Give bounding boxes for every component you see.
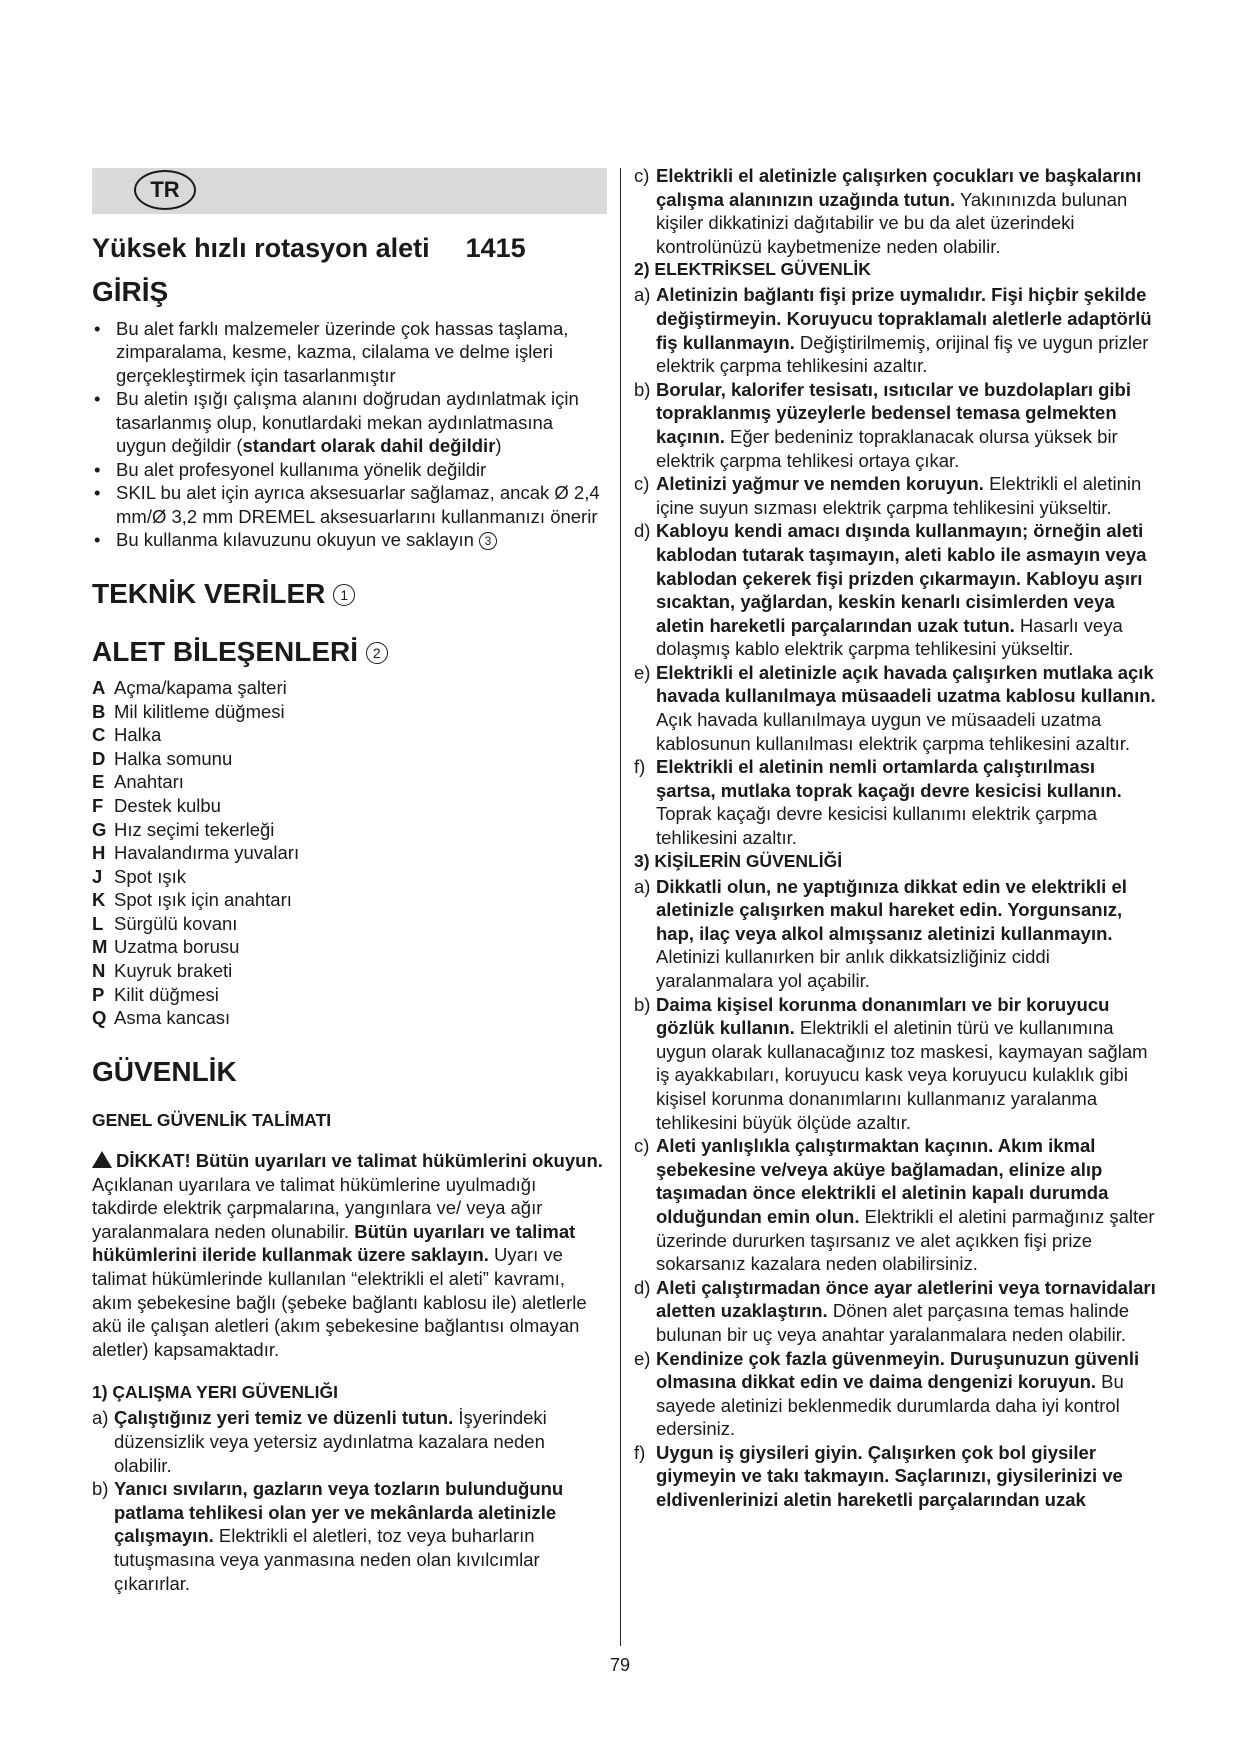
list-item: G Hız seçimi tekerleği bbox=[92, 818, 275, 840]
product-title bbox=[92, 232, 607, 264]
list-item: b) Daima kişisel korunma donanımları ve bir koruyucu gözlük kullanın. Elektrikli el aletinin türü ve kullanımına uygun olarak kullanacağınız toz maskesi, kaymayan sağlam iş ayakkabıları, koruyucu kask veya koruyucu kulaklık gibi kişisel korunma donanımlarını kullanmanız yaralanma tehlikesini büyük ölçüde azaltır. bbox=[634, 993, 1148, 1133]
right-column bbox=[634, 164, 1159, 1512]
product-model: 1415 bbox=[465, 233, 526, 263]
list-item: M Uzatma borusu bbox=[92, 936, 240, 958]
language-bar bbox=[92, 168, 607, 214]
list-item: • SKIL bu alet için ayrıca aksesuarlar sağlamaz, ancak Ø 2,4 mm/Ø 3,2 mm DREMEL aksesuarlarını kullanmanızı önerir bbox=[92, 481, 607, 528]
warning-triangle-icon bbox=[92, 1151, 112, 1168]
list-item: • Bu alet profesyonel kullanıma yönelik değildir bbox=[92, 458, 607, 482]
list-item: f) Uygun iş giysileri giyin. Çalışırken çok bol giysiler giymeyin ve takı takmayın. Saçlarınızı, giysilerinizi ve eldivenlerinizi aletin hareketli parçalarından uzak bbox=[634, 1441, 1123, 1511]
product-name: Yüksek hızlı rotasyon aleti bbox=[92, 233, 430, 263]
list-item: f) Elektrikli el aletinin nemli ortamlarda çalıştırılması şartsa, mutlaka toprak kaçağı devre kesicisi kullanın. Toprak kaçağı devre kesicisi kullanımı elektrik çarpma tehlikesini azaltır. bbox=[634, 756, 1122, 849]
list-item: • Bu kullanma kılavuzunu okuyun ve saklayın 3 bbox=[92, 528, 607, 552]
list-item: B Mil kilitleme düğmesi bbox=[92, 700, 285, 722]
safety-heading: GÜVENLİK bbox=[92, 1055, 237, 1087]
components-list bbox=[92, 676, 607, 1030]
list-item: F Destek kulbu bbox=[92, 794, 221, 816]
intro-bullets bbox=[92, 317, 607, 552]
list-item: Q Asma kancası bbox=[92, 1007, 231, 1029]
list-item: b) Yanıcı sıvıların, gazların veya tozların bulunduğunu patlama tehlikesi olan yer ve mekânlarda aletinizle çalışmayın. Elektrikli el aletleri, toz veya buharların tutuşmasına veya yanmasına neden olan kıvılcımlar çıkarırlar. bbox=[92, 1478, 564, 1594]
safety-subheading: GENEL GÜVENLİK TALİMATI bbox=[92, 1110, 332, 1131]
list-item: J Spot ışık bbox=[92, 865, 186, 887]
list-item: • Bu alet farklı malzemeler üzerinde çok hassas taşlama, zimparalama, kesme, kazma, cilalama ve delme işleri gerçekleştirmek için tasarlanmıştır bbox=[92, 317, 607, 388]
list-item: A Açma/kapama şalteri bbox=[92, 676, 287, 698]
column-divider bbox=[620, 168, 621, 1646]
components-heading: ALET BİLEŞENLERİ 2 bbox=[92, 636, 607, 668]
work-area-title: 1) ÇALIŞMA YERI GÜVENLIĞI bbox=[92, 1382, 338, 1403]
list-item: D Halka somunu bbox=[92, 747, 233, 769]
list-item: K Spot ışık için anahtarı bbox=[92, 889, 292, 911]
page-number: 79 bbox=[610, 1655, 631, 1675]
list-item: P Kilit düğmesi bbox=[92, 983, 219, 1005]
personal-title: 3) KİŞİLERİN GÜVENLİĞİ bbox=[634, 850, 843, 871]
warning-paragraph: DİKKAT! Bütün uyarıları ve talimat hükümlerini okuyun. Açıklanan uyarılara ve talimat hükümlerine uyulmadığı takdirde elektrik çarpmalarına, yangınlara ve/ veya ağır yaralanmalara neden olunabilir. Bütün uyarıları ve talimat hükümlerini ileride kullanmak üzere saklayın. Uyarı ve talimat hükümlerinde kullanılan “elektrikli el aleti” kavramı, akım şebekesine bağlı (şebeke bağlantı kablosu ile) aletlerle akü ile çalışan aletleri (akım şebekesine bağlantısı olmayan aletler) kapsamaktadır. bbox=[92, 1150, 603, 1360]
list-item: a) Dikkatli olun, ne yaptığınıza dikkat edin ve elektrikli el aletinizle çalışırken makul hareket edin. Yorgunsanız, hap, ilaç veya alkol almışsanız aletinizi kullanmayın. Aletinizi kullanırken bir anlık dikkatsizliğiniz ciddi yaralanmalara yol açabilir. bbox=[634, 875, 1127, 991]
figure-ref-badge: 1 bbox=[333, 584, 355, 606]
list-item: e) Kendinize çok fazla güvenmeyin. Duruşunuzun güvenli olmasına dikkat edin ve daima dengenizi koruyun. Bu sayede aletinizi beklenmedik durumlarda daha iyi kontrol edersiniz. bbox=[634, 1347, 1140, 1440]
list-item: E Anahtarı bbox=[92, 771, 184, 793]
figure-ref-badge: 3 bbox=[479, 532, 497, 550]
list-item: H Havalandırma yuvaları bbox=[92, 842, 300, 864]
left-column bbox=[92, 168, 607, 1595]
list-item: c) Aletinizi yağmur ve nemden koruyun. Elektrikli el aletinin içine suyun sızması elektrik çarpma tehlikesini yükseltir. bbox=[634, 473, 1142, 518]
technical-heading: TEKNİK VERİLER 1 bbox=[92, 578, 607, 610]
list-item: N Kuyruk braketi bbox=[92, 960, 233, 982]
list-item: c) Elektrikli el aletinizle çalışırken çocukları ve başkalarını çalışma alanınızın uzağında tutun. Yakınınızda bulunan kişiler dikkatinizi dağıtabilir ve bu da alet üzerindeki kontrolünüzü kaybetmenize neden olabilir. bbox=[634, 165, 1142, 257]
list-item: • Bu aletin ışığı çalışma alanını doğrudan aydınlatmak için tasarlanmış olup, konutlardaki mekan aydınlatmasına uygun değildir (standart olarak dahil değildir) bbox=[92, 387, 607, 458]
language-badge: TR bbox=[134, 170, 196, 210]
list-item: d) Kabloyu kendi amacı dışında kullanmayın; örneğin aleti kablodan tutarak taşımayın, aleti kablo ile asmayın veya kablodan çekerek fişi prizden çıkarmayın. Kabloyu aşırı sıcaktan, yağlardan, keskin kenarlı cisimlerden veya aletin hareketli parçalarından uzak tutun. Hasarlı veya dolaşmış kablo elektrik çarpma tehlikesini yükseltir. bbox=[634, 520, 1147, 660]
list-item: c) Aleti yanlışlıkla çalıştırmaktan kaçının. Akım ikmal şebekesine ve/veya aküye bağlamadan, elinize alıp taşımadan önce elektrikli el aletinin kapalı durumda olduğundan emin olun. Elektrikli el aletini parmağınız şalter üzerinde dururken taşırsanız ve alet açıkken fişi prize sokarsanız kazalara neden olabilirsiniz. bbox=[634, 1135, 1155, 1275]
figure-ref-badge: 2 bbox=[366, 642, 388, 664]
list-item: d) Aleti çalıştırmadan önce ayar aletlerini veya tornavidaları aletten uzaklaştırın. Dönen alet parçasına temas halinde bulunan bir uç veya anahtar yaralanmalara neden olabilir. bbox=[634, 1276, 1156, 1345]
list-item: b) Borular, kalorifer tesisatı, ısıtıcılar ve buzdolapları gibi topraklanmış yüzeylerle bedensel temasa gelmekten kaçının. Eğer bedeniniz topraklanacak olursa yüksek bir elektrik çarpma tehlikesi ortaya çıkar. bbox=[634, 378, 1131, 471]
list-item: L Sürgülü kovanı bbox=[92, 912, 238, 934]
list-item: a) Çalıştığınız yeri temiz ve düzenli tutun. İşyerindeki düzensizlik veya yetersiz aydınlatma kazalara neden olabilir. bbox=[92, 1407, 547, 1476]
electrical-title: 2) ELEKTRİKSEL GÜVENLİK bbox=[634, 259, 871, 280]
list-item: e) Elektrikli el aletinizle açık havada çalışırken mutlaka açık havada kullanılmaya müsaadeli uzatma kablosu kullanın. Açık havada kullanılmaya uygun ve müsaadeli uzatma kablosunun kullanılması elektrik çarpma tehlikesini azaltır. bbox=[634, 661, 1156, 754]
list-item: C Halka bbox=[92, 724, 162, 746]
intro-heading: GİRİŞ bbox=[92, 276, 169, 308]
list-item: a) Aletinizin bağlantı fişi prize uymalıdır. Fişi hiçbir şekilde değiştirmeyin. Koruyucu topraklamalı aletlerle adaptörlü fiş kullanmayın. Değiştirilmemiş, orijinal fiş ve uygun prizler elektrik çarpma tehlikesini azaltır. bbox=[634, 284, 1152, 377]
